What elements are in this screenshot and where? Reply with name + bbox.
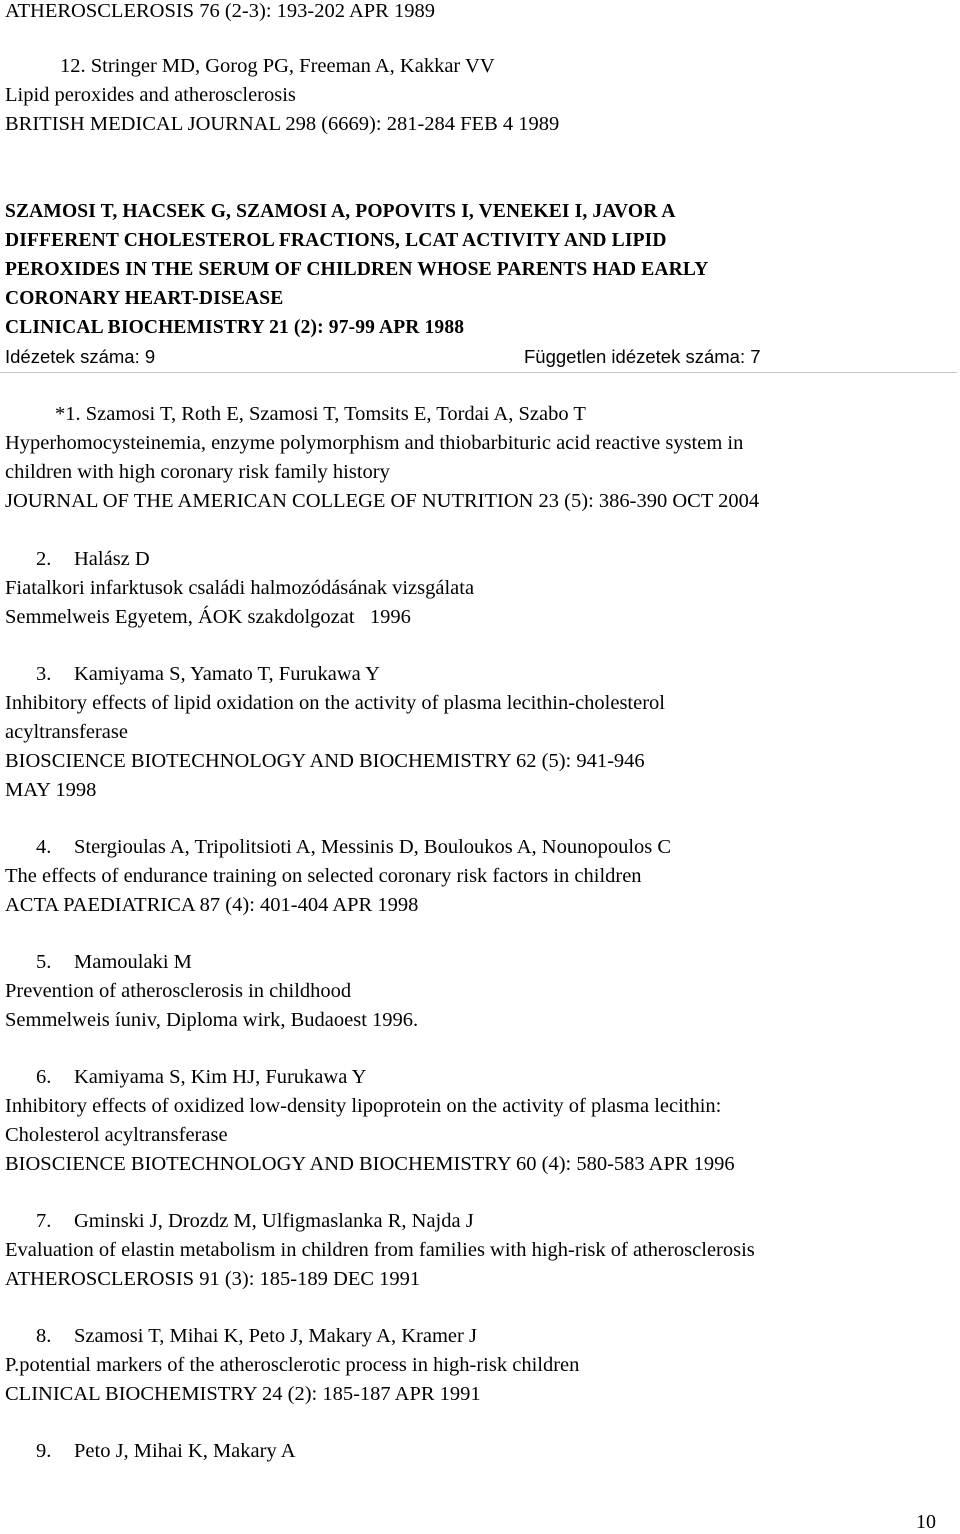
- citation-heading: [36, 1437, 296, 1466]
- citation-line: Semmelweis íuniv, Diploma wirk, Budaoest 1996.: [5, 1009, 419, 1031]
- citation-heading: [36, 833, 671, 862]
- divider: [0, 372, 957, 373]
- citation-line: BIOSCIENCE BIOTECHNOLOGY AND BIOCHEMISTRY 60 (4): 580-583 APR 1996: [5, 1153, 735, 1175]
- citation-line: CLINICAL BIOCHEMISTRY 24 (2): 185-187 APR 1991: [5, 1383, 481, 1405]
- citation-authors: Mamoulaki M: [74, 951, 192, 973]
- citation-authors: Halász D: [74, 548, 150, 570]
- citation-number: 6.: [36, 1066, 52, 1088]
- citation-number: *1.: [55, 403, 81, 425]
- citation-authors: Stergioulas A, Tripolitsioti A, Messinis D, Bouloukos A, Nounopoulos C: [74, 836, 672, 858]
- reference-heading: 12. Stringer MD, Gorog PG, Freeman A, Kakkar VV: [60, 55, 495, 77]
- citation-line: Fiatalkori infarktusok családi halmozódásának vizsgálata: [5, 577, 475, 599]
- citation-line: children with high coronary risk family history: [5, 461, 390, 483]
- citation-heading: [36, 1322, 477, 1351]
- citation-heading: [36, 1207, 474, 1236]
- reference-line: BRITISH MEDICAL JOURNAL 298 (6669): 281-284 FEB 4 1989: [5, 113, 560, 135]
- citation-number: 4.: [36, 836, 52, 858]
- independent-citations-count: Független idézetek száma: 7: [524, 346, 761, 367]
- citation-line: Semmelweis Egyetem, ÁOK szakdolgozat 1996: [5, 606, 411, 628]
- citation-number: 9.: [36, 1440, 52, 1462]
- citation-authors: Gminski J, Drozdz M, Ulfigmaslanka R, Najda J: [74, 1210, 474, 1232]
- article-source: CLINICAL BIOCHEMISTRY 21 (2): 97-99 APR 1988: [5, 317, 465, 338]
- citation-line: P.potential markers of the atherosclerotic process in high-risk children: [5, 1354, 580, 1376]
- citation-line: Evaluation of elastin metabolism in children from families with high-risk of atherosclerosis: [5, 1239, 755, 1261]
- reference-line: ATHEROSCLEROSIS 76 (2-3): 193-202 APR 1989: [5, 0, 435, 22]
- citation-heading: [36, 545, 150, 574]
- article-title-line: CORONARY HEART-DISEASE: [5, 288, 284, 309]
- citation-number: 5.: [36, 951, 52, 973]
- citation-heading: [36, 948, 192, 977]
- citation-line: Prevention of atherosclerosis in childhood: [5, 980, 352, 1002]
- reference-line: Lipid peroxides and atherosclerosis: [5, 84, 296, 106]
- citation-authors: Kamiyama S, Kim HJ, Furukawa Y: [74, 1066, 367, 1088]
- citation-number: 2.: [36, 548, 52, 570]
- citation-line: Hyperhomocysteinemia, enzyme polymorphism and thiobarbituric acid reactive system in: [5, 432, 744, 454]
- citation-authors: Szamosi T, Mihai K, Peto J, Makary A, Kramer J: [74, 1325, 477, 1347]
- citation-line: Cholesterol acyltransferase: [5, 1124, 228, 1146]
- citation-line: ATHEROSCLEROSIS 91 (3): 185-189 DEC 1991: [5, 1268, 421, 1290]
- article-title-line: DIFFERENT CHOLESTEROL FRACTIONS, LCAT ACTIVITY AND LIPID: [5, 230, 667, 251]
- citation-heading: [36, 1063, 366, 1092]
- article-title-line: PEROXIDES IN THE SERUM OF CHILDREN WHOSE PARENTS HAD EARLY: [5, 259, 709, 280]
- citation-line: Inhibitory effects of lipid oxidation on the activity of plasma lecithin-cholesterol: [5, 692, 666, 714]
- citation-number: 7.: [36, 1210, 52, 1232]
- citation-authors: Szamosi T, Roth E, Szamosi T, Tomsits E, Tordai A, Szabo T: [85, 403, 586, 425]
- citation-heading: [36, 660, 380, 689]
- citation-authors: Kamiyama S, Yamato T, Furukawa Y: [74, 663, 380, 685]
- citations-count: Idézetek száma: 9: [5, 346, 156, 367]
- citation-number: 3.: [36, 663, 52, 685]
- citation-authors: Peto J, Mihai K, Makary A: [74, 1440, 296, 1462]
- citation-line: JOURNAL OF THE AMERICAN COLLEGE OF NUTRITION 23 (5): 386-390 OCT 2004: [5, 490, 760, 512]
- citation-line: ACTA PAEDIATRICA 87 (4): 401-404 APR 1998: [5, 894, 419, 916]
- citation-line: MAY 1998: [5, 779, 97, 801]
- citation-line: Inhibitory effects of oxidized low-density lipoprotein on the activity of plasma lecithin:: [5, 1095, 722, 1117]
- citation-number: 8.: [36, 1325, 52, 1347]
- citation-line: BIOSCIENCE BIOTECHNOLOGY AND BIOCHEMISTRY 62 (5): 941-946: [5, 750, 645, 772]
- article-authors: SZAMOSI T, HACSEK G, SZAMOSI A, POPOVITS I, VENEKEI I, JAVOR A: [5, 201, 676, 222]
- citation-line: The effects of endurance training on selected coronary risk factors in children: [5, 865, 642, 887]
- citation-heading: [55, 400, 586, 429]
- page-number: 10: [916, 1511, 936, 1533]
- citation-line: acyltransferase: [5, 721, 128, 743]
